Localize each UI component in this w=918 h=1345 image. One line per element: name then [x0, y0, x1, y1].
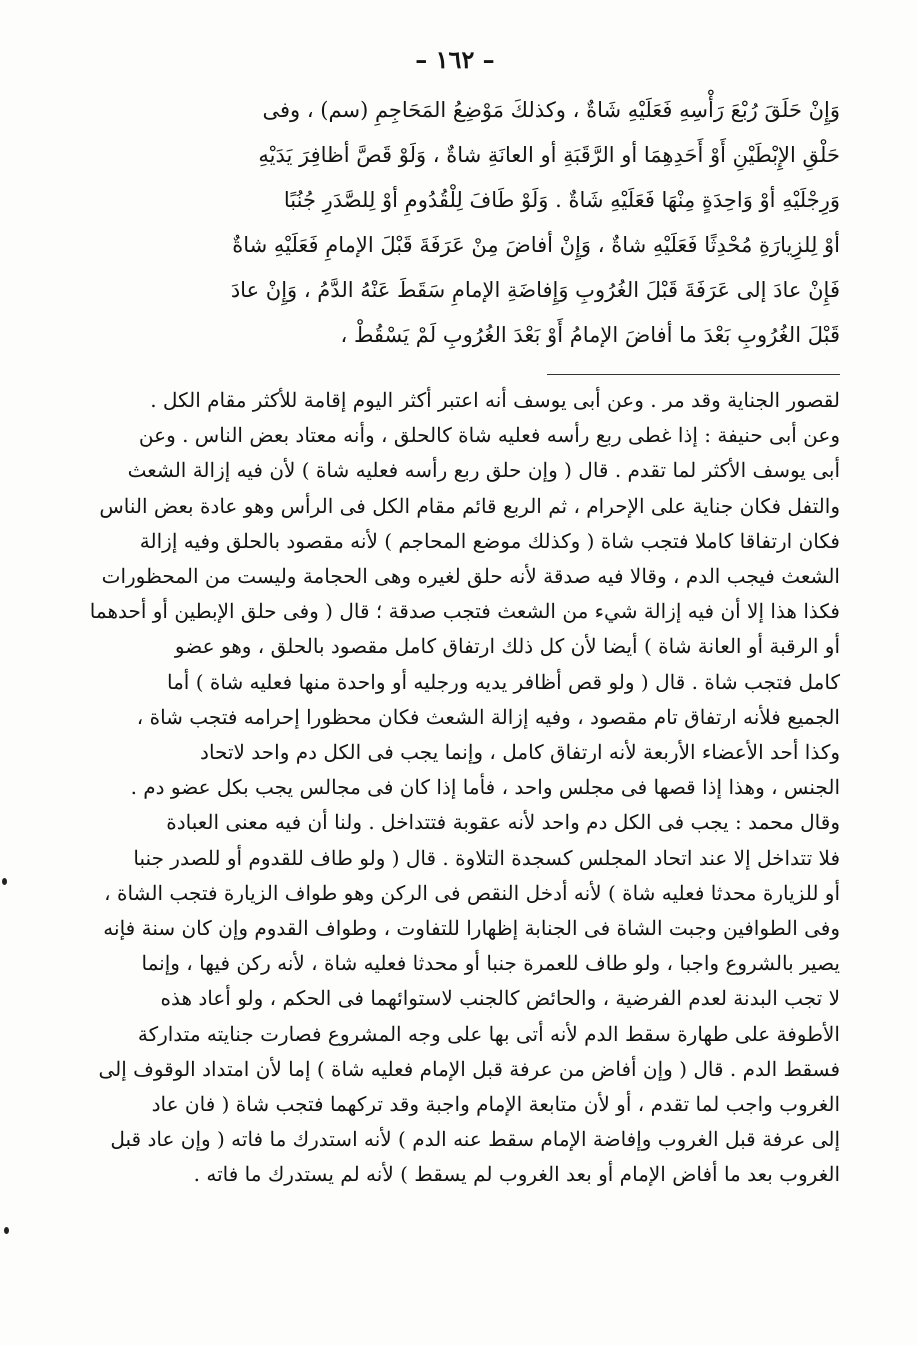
commentary-line: وفى الطوافين وجبت الشاة فى الجنابة إظهارا للتفاوت ، وطواف القدوم وإن كان سنة فإنه [103, 916, 840, 941]
commentary-line: وعن أبى حنيفة : إذا غطى ربع رأسه فعليه شاة كالحلق ، وأنه معتاد بعض الناس . وعن [138, 423, 840, 448]
main-text-line: أوْ لِلزِيارَةِ مُحْدِثًا فَعَلَيْهِ شاةٌ ، وَإِنْ أفاضَ مِنْ عَرَفَةَ قَبْلَ الإمامِ فَعَلَيْهِ شاةٌ [232, 233, 840, 257]
section-divider [547, 374, 840, 375]
commentary-line: كامل فتجب شاة . قال ( ولو قص أظافر يديه ورجليه أو واحدة منها فعليه شاة ) أما [166, 669, 840, 694]
commentary-line: وكذا أحد الأعضاء الأربعة لأنه ارتفاق كامل ، وإنما يجب فى الكل دم واحد لاتحاد [200, 740, 840, 765]
commentary-line: فسقط الدم . قال ( وإن أفاض من عرفة قبل الإمام فعليه شاة ) إما لأن امتداد الوقوف إلى [98, 1056, 840, 1081]
main-text-line: قَبْلَ الغُرُوبِ بَعْدَ ما أفاضَ الإمامُ أَوْ بَعْدَ الغُرُوبِ لَمْ يَسْقُطْ ، [340, 323, 840, 347]
scan-speck [4, 1227, 9, 1234]
commentary-line: الغروب بعد ما أفاض الإمام أو بعد الغروب لم يسقط ) لأنه لم يستدرك ما فاته . [193, 1162, 840, 1187]
commentary-line: وقال محمد : يجب فى الكل دم واحد لأنه عقوبة فتتداخل . ولنا أن فيه معنى العبادة [166, 810, 840, 835]
commentary-line: يصير بالشروع واجبا ، ولو طاف للعمرة جنبا أو محدثا فعليه شاة ، لأنه ركن فيها ، وإنما [141, 951, 840, 976]
commentary-line: أبى يوسف الأكثر لما تقدم . قال ( وإن حلق ربع رأسه فعليه شاة ) لأن فيه إزالة الشعث [127, 458, 840, 483]
commentary-line: الجنس ، وهذا إذا قصها فى مجلس واحد ، فأما إذا كان فى مجالس يجب بكل عضو دم . [130, 775, 840, 800]
commentary-line: فلا تتداخل إلا عند اتحاد المجلس كسجدة التلاوة . قال ( ولو طاف للقدوم أو للصدر جنبا [133, 845, 840, 870]
commentary-line: أو الرقبة أو العانة شاة ) أيضا لأن كل ذلك ارتفاق كامل مقصود بالحلق ، وهو عضو [174, 634, 840, 659]
commentary-text [70, 383, 840, 1193]
main-text-line: وَإِنْ حَلَقَ رُبْعَ رَأْسِهِ فَعَلَيْهِ شَاةٌ ، وكذلكَ مَوْضِعُ المَحَاجِمِ (سم) ، وفى [262, 98, 840, 122]
main-text-line: وَرِجْلَيْهِ أوْ وَاحِدَةٍ مِنْهَا فَعَلَيْهِ شَاةٌ . وَلَوْ طَافَ لِلْقُدُومِ أوْ لِلصَّدَرِ جُنُبًا [283, 188, 840, 212]
main-text-line: فَإِنْ عادَ إلى عَرَفَةَ قَبْلَ الغُرُوبِ وَإِفاضَةِ الإمامِ سَقَطَ عَنْهُ الدَّمُ ، وَإِنْ عادَ [230, 278, 840, 302]
page-number: – ١٦٢ – [415, 45, 495, 74]
commentary-line: فكان ارتفاقا كاملا فتجب شاة ( وكذلك موضع المحاجم ) لأنه مقصود بالحلق وفيه إزالة [139, 528, 840, 553]
commentary-line: إلى عرفة قبل الغروب وإفاضة الإمام سقط عنه الدم ) لأنه استدرك ما فاته ( وإن عاد قبل [110, 1127, 840, 1152]
commentary-line: الجميع فلأنه ارتفاق تام مقصود ، وفيه إزالة الشعث فكان محظورا إحرامه فتجب شاة ، [136, 704, 840, 729]
main-text-line: حَلْقِ الإِبْطَيْنِ أَوْ أَحَدِهِمَا أو الرَّقَبَةِ أو العانَةِ شاةٌ ، وَلَوْ قَصَّ أظافِرَ يَدَيْهِ [258, 143, 840, 167]
commentary-line: فكذا هذا إلا أن فيه إزالة شيء من الشعث فتجب صدقة ؛ قال ( وفى حلق الإبطين أو أحدهما [89, 599, 840, 624]
scan-speck [2, 878, 7, 885]
commentary-line: الأطوفة على طهارة سقط الدم لأنه أتى بها على وجه المشروع فصارت جنايته متداركة [137, 1021, 840, 1046]
commentary-line: والتفل فكان جناية على الإحرام ، ثم الربع قائم مقام الكل فى الرأس وهو عادة بعض الناس [99, 493, 840, 518]
commentary-line: أو للزيارة محدثا فعليه شاة ) لأنه أدخل النقص فى الركن وهو طواف الزيارة فتجب الشاة ، [104, 880, 840, 905]
commentary-line: الغروب واجب لما تقدم ، أو لأن متابعة الإمام واجبة وقد تركهما فتجب شاة ( فان عاد [151, 1092, 840, 1117]
commentary-line: لقصور الجناية وقد مر . وعن أبى يوسف أنه اعتبر أكثر اليوم إقامة للأكثر مقام الكل . [150, 388, 840, 412]
commentary-line: الشعث فيجب الدم ، وقالا فيه صدقة لأنه حلق لغيره وهى الحجامة وليست من المحظورات [101, 564, 840, 589]
main-text [70, 88, 840, 358]
commentary-line: لا تجب البدنة لعدم الفرضية ، والحائض كالجنب لاستوائهما فى الحكم ، ولو أعاد هذه [160, 986, 840, 1011]
